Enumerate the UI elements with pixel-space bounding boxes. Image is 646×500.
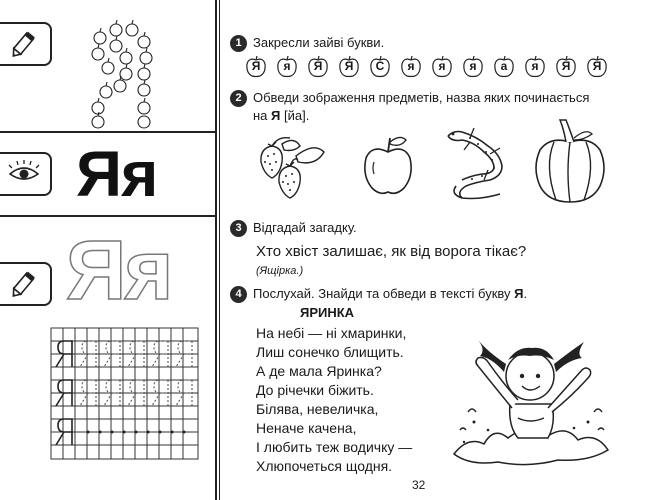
pumpkin-image[interactable] [530,116,610,206]
poem-line: Білява, невеличка, [256,401,379,417]
apple-letter: Я [344,59,354,73]
pencil-icon-box [0,262,52,306]
riddle-answer: (Ящірка.) [256,265,304,277]
apple-letter-item[interactable] [585,54,609,78]
page-divider-inner [219,0,220,500]
apple-letter: Я [561,59,571,73]
poem-line: А де мала Яринка? [256,363,382,379]
girl-splashing-illustration [448,326,614,472]
task-2-number: 2 [230,90,247,107]
task-4-prefix: Послухай. Знайди та обведи в тексті букву [253,286,515,301]
apple-letter-item[interactable] [461,54,485,78]
apple-letter: я [531,59,539,73]
task-1-text: Закресли зайві букви. [253,35,385,50]
task-1-number: 1 [230,35,247,52]
apple-letter-item[interactable] [368,54,392,78]
apple-image[interactable] [360,132,416,198]
task-4-number: 4 [230,286,247,303]
apple-letter: Я [313,59,323,73]
section-divider [0,215,216,217]
apple-letter: я [469,59,477,73]
task-4-suffix: . [523,286,528,301]
lizard-image[interactable] [440,124,520,202]
poem-line: Лиш сонечко блищить. [256,344,404,360]
poem-line: На небі — ні хмаринки, [256,325,407,341]
writing-practice-grid [50,327,200,461]
apple-letter-item[interactable] [492,54,516,78]
apple-letter-item[interactable] [306,54,330,78]
pencil-icon [0,264,50,304]
page-divider [215,0,217,500]
apple-letter: я [438,59,446,73]
apple-letter: С [375,59,385,73]
apple-letter-item[interactable] [244,54,268,78]
task-4-letter: Я [514,286,524,301]
task-2-prefix: на [253,108,272,123]
apple-letter: я [407,59,415,73]
task-3-text: Відгадай загадку. [253,220,357,235]
poem-line: І любить теж водичку — [256,439,413,455]
apple-letter-item[interactable] [399,54,423,78]
riddle-question: Хто хвіст залишає, як від ворога тікає? [256,243,527,260]
pencil-icon-box [0,22,52,66]
apple-letter-item[interactable] [554,54,578,78]
strawberry-image[interactable] [254,132,332,202]
trace-letters: Яя [66,223,172,317]
apple-letter-ya-illustration [86,12,166,132]
task-2-text-line1: Обведи зображення предметів, назва яких починається [253,90,590,105]
apple-letter-item[interactable] [523,54,547,78]
big-letters: Яя [76,138,158,210]
apple-letter-item[interactable] [275,54,299,78]
eye-icon-box [0,152,52,196]
poem-line: Неначе качена, [256,420,357,436]
apple-letter: Я [592,59,602,73]
page-number: 32 [412,478,426,492]
apple-letter: Я [251,59,261,73]
poem-line: Хлюпочеться щодня. [256,458,393,474]
pencil-icon [0,24,50,64]
task-3-number: 3 [230,220,247,237]
poem-line: До річечки біжить. [256,382,374,398]
apple-letter: я [283,59,291,73]
apple-letter-item[interactable] [337,54,361,78]
task-2-suffix: [йа]. [280,108,310,123]
task-4-text [253,286,527,302]
poem-title: ЯРИНКА [300,305,355,320]
task-2-text-line2 [253,108,309,124]
apple-letter-item[interactable] [430,54,454,78]
eye-icon [0,154,50,194]
apple-letter: а [500,59,508,73]
task-2-letter: Я [271,108,281,123]
